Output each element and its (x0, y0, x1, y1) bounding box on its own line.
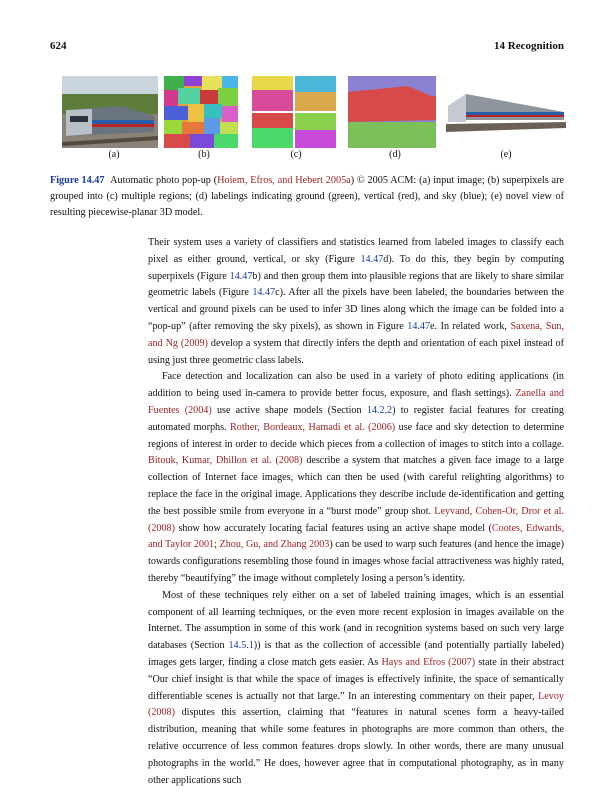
citation-link[interactable]: Hoiem, Efros, and Hebert 2005a (217, 175, 351, 186)
figure-number: Figure 14.47 (50, 175, 105, 186)
panel-e-novel-view (446, 76, 566, 148)
panel-a-input-image (62, 76, 158, 148)
figure-xref[interactable]: 14.47 (252, 287, 276, 299)
panel-b-superpixels (164, 76, 238, 148)
citation-link[interactable]: Zanella and Fuentes (2004) (148, 388, 564, 416)
citation-link[interactable]: Levoy (2008) (148, 690, 564, 719)
panel-label-e: (e) (500, 149, 512, 160)
panel-label-a: (a) (108, 149, 120, 160)
panel-c-multiple-regions (252, 76, 336, 148)
citation-link[interactable]: Zhou, Gu, and Zhang 2003 (219, 539, 330, 551)
panel-label-c: (c) (290, 149, 302, 160)
citation-link[interactable]: Bitouk, Kumar, Dhillon et al. (2008) (148, 455, 303, 467)
figure-caption: Figure 14.47 Automatic photo pop-up (Hoiem, Efros, and Hebert 2005a) © 2005 ACM: (a) input image; (b) superpixels are grouped into (c) multiple regions; (d) labelings indicating ground (green), vertical (red), and sky (blue); (e) novel view of resulting piecewise-planar 3D model. (50, 175, 564, 218)
figure-xref[interactable]: 14.47 (229, 270, 253, 282)
panel-label-d: (d) (389, 149, 401, 160)
body-text (148, 235, 564, 789)
panel-d-labelings (348, 76, 436, 148)
section-xref[interactable]: 14.5.1 (228, 640, 254, 652)
panel-label-b: (b) (198, 149, 210, 160)
figure-14-47 (62, 76, 562, 150)
citation-link[interactable]: Rother, Bordeaux, Hamadi et al. (2006) (230, 421, 396, 433)
paragraph-3: Most of these techniques rely either on a set of labeled training images, which is an essential component of all learning techniques, or the even more recent explosion in images available on the Internet. The assumption in some of this work (and in recognition systems based on such very large databases (Section 14.5.1)) is that as the collection of accessible (and potentially partially labeled) images gets larger, finding a close match gets easier. As Hays and Efros (2007) state in their abstract “Our chief insight is that while the space of images is effectively infinite, the space of semantically differentiable scenes is actually not that large.” In an interesting commentary on their paper, Levoy (2008) disputes this assertion, claiming that “features in natural scenes form a heavy-tailed distribution, meaning that while some features in photographs are more common than others, the relative occurrence of less common features drops slowly. In other words, there are many unusual photographs in the world.” He does, however agree that in computational photography, as in many other applications such (148, 589, 565, 786)
citation-link[interactable]: Hays and Efros (2007) (381, 656, 476, 668)
section-xref[interactable]: 14.2.2 (366, 404, 393, 416)
page-header (50, 40, 564, 56)
page-number: 624 (50, 40, 67, 52)
figure-xref[interactable]: 14.47 (407, 320, 431, 332)
citation-link[interactable]: Saxena, Sun, and Ng (2009) (148, 320, 565, 349)
figure-xref[interactable]: 14.47 (360, 253, 384, 265)
citation-link[interactable]: Cootes, Edwards, and Taylor 2001 (148, 522, 564, 551)
citation-link[interactable]: Leyvand, Cohen-Or, Dror et al. (2008) (148, 505, 564, 534)
running-title: 14 Recognition (494, 40, 564, 52)
paragraph-2: Face detection and localization can also be used in a variety of photo editing applications (in addition to being used in-camera to provide better focus, exposure, and flash settings). Zanella and Fuentes (2004) use active shape models (Section 14.2.2) to register facial features for creating automated morphs. Rother, Bordeaux, Hamadi et al. (2006) use face and sky detection to determine regions of interest in order to decide which pieces from a collection of images to stitch into a collage. Bitouk, Kumar, Dhillon et al. (2008) describe a system that matches a given face image to a large collection of Internet face images, which can then be used (with careful relighting algorithms) to replace the face in the original image. Applications they describe include de-identification and getting the best possible smile from everyone in a “burst mode” group shot. Leyvand, Cohen-Or, Dror et al. (2008) show how accurately locating facial features using an active shape model (Cootes, Edwards, and Taylor 2001; Zhou, Gu, and Zhang 2003) can be used to warp such features (and hence the image) towards configurations resembling those found in images whose facial attractiveness was highly rated, thereby “beautifying” the image without completely losing a person’s identity. (148, 371, 564, 584)
paragraph-1: Their system uses a variety of classifiers and statistics learned from labeled images to classify each pixel as either ground, vertical, or sky (Figure 14.47d). To do this, they begin by computing superpixels (Figure 14.47b) and then group them into plausible regions that are likely to share similar geometric labels (Figure 14.47c). After all the pixels have been labeled, the boundaries between the vertical and ground pixels can be used to infer 3D lines along which the image can be folded into a “pop-up” (after removing the sky pixels), as shown in Figure 14.47e. In related work, Saxena, Sun, and Ng (2009) develop a system that directly infers the depth and orientation of each pixel instead of using just three geometric class labels. (148, 237, 565, 366)
